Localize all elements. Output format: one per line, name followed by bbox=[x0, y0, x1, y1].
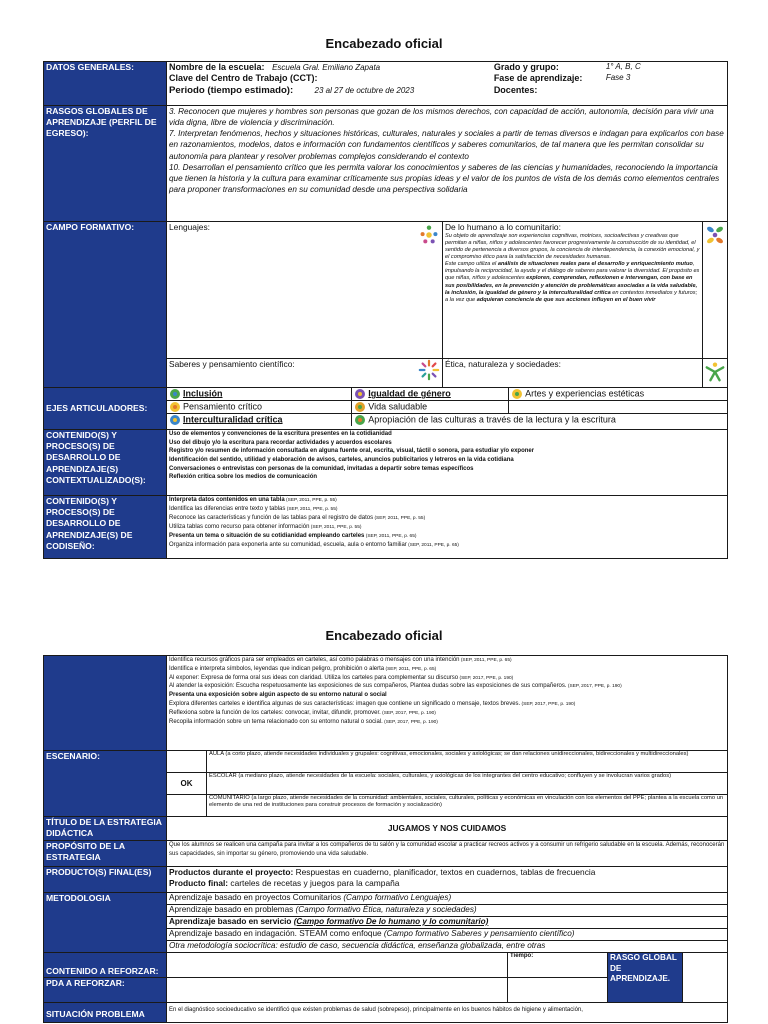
planning-table-page-1 bbox=[43, 61, 728, 559]
humano-desc-1: Su objeto de aprendizaje son experiencias cognitivas, motrices, socioafectivas y creativas que permitan a niñas, niños y adolescentes favorecer progresivamente la construcción de su identidad, el sentido de pertenencia a diversos grupos, la conciencia de interdependencia, la conexión emocional, y el compromiso ético para la satisfacción de necesidades humanas. bbox=[445, 232, 700, 260]
grade-group-label: Grado y grupo: bbox=[493, 62, 559, 72]
escenario-escolar: ESCOLAR (a mediano plazo, atiende necesidades de la escuela: sociales, culturales, y axiológicas de los integrantes del centro educativo; confluyen y se involucran varios grados) bbox=[207, 773, 728, 795]
contenido-contextualizado-label: CONTENIDO(S) Y PROCESO(S) DE DESARROLLO DE APRENDIZAJE(S) CONTEXTUALIZADO(S): bbox=[44, 430, 167, 496]
list-item: Recopila información sobre un tema relacionado con su entorno natural o social. (SEP, 2017, PPE, p. 190) bbox=[169, 718, 438, 725]
list-item: Uso de elementos y convenciones de la escritura presentes en la cotidianidad bbox=[169, 431, 392, 437]
comunitario-check-cell[interactable] bbox=[167, 795, 207, 817]
eje-intercultural: Interculturalidad crítica bbox=[183, 414, 283, 425]
head-icon bbox=[169, 388, 181, 400]
list-item: Reflexión crítica sobre los medios de comunicación bbox=[169, 474, 318, 481]
humano-comunitario-cell bbox=[443, 222, 703, 359]
saberes-label: Saberes y pensamiento científico: bbox=[169, 359, 295, 369]
contenido-reforzar-label: CONTENIDO A REFORZAR: bbox=[44, 953, 167, 978]
aula-check-cell[interactable] bbox=[167, 751, 207, 773]
period-label: Periodo (tiempo estimado): bbox=[169, 84, 294, 96]
gender-icon bbox=[354, 388, 366, 400]
tiempo-label: Tiempo: bbox=[508, 953, 608, 978]
list-item: Interpreta datos contenidos en una tabla (SEP, 2011, PPE, p. 55) bbox=[169, 497, 337, 503]
period-value: 23 al 27 de octubre de 2023 bbox=[314, 85, 415, 95]
ejes-label: EJES ARTICULADORES: bbox=[44, 388, 167, 430]
escolar-check-ok[interactable]: OK bbox=[167, 773, 207, 795]
metodologia-row-1: Aprendizaje basado en proyectos Comunitarios (Campo formativo Lenguajes) bbox=[167, 893, 728, 905]
rasgos-label: RASGOS GLOBALES DE APRENDIZAJE (PERFIL DE EGRESO): bbox=[44, 106, 167, 222]
list-item: Identifica e interpreta símbolos, leyendas que indican peligro, prohibición o alerta (SEP, 2011, PPE, p. 65) bbox=[169, 665, 437, 672]
continued-content-list bbox=[167, 656, 728, 751]
titulo-value: JUGAMOS Y NOS CUIDAMOS bbox=[167, 817, 728, 841]
list-item: Identifica las diferencias entre texto y tablas (SEP, 2011, PPE, p. 55) bbox=[169, 506, 338, 512]
metodologia-row-2: Aprendizaje basado en problemas (Campo formativo Ética, naturaleza y sociedades) bbox=[167, 905, 728, 917]
learning-phase-label: Fase de aprendizaje: bbox=[493, 73, 583, 84]
humano-label: De lo humano a lo comunitario: bbox=[445, 222, 561, 232]
eje-pensamiento: Pensamiento crítico bbox=[183, 401, 263, 412]
rasgos-text: 3. Reconocen que mujeres y hombres son personas que gozan de los mismos derechos, con capacidad de acción, autonomía, decisión para vivir una vida digna, libre de violencia y discriminación. 7. Interpretan fenómenos, hechos y situaciones históricas, culturales, naturales y sociales a partir de temas diversos e indagan para explicarlos con base en razonamientos, modelos, datos e información con fundamentos científicos y saberes comunitarios, de tal manera que les permitan consolidar su autonomía para plantear y resolver problemas complejos considerando el contexto 10. Desarrollan el pensamiento crítico que les permita valorar los conocimientos y saberes de las ciencias y humanidades, reconociendo la importancia que tienen la historia y la cultura para examinar críticamente sus propias ideas y el valor de los puntos de vista de los demás como elementos centrales para proponer transformaciones en su comunidad desde una perspectiva solidaria bbox=[167, 106, 728, 222]
rasgo-global-label: RASGO GLOBAL DE APRENDIZAJE. bbox=[608, 953, 683, 1003]
escenario-label: ESCENARIO: bbox=[44, 751, 167, 817]
eje-artes: Artes y experiencias estéticas bbox=[525, 388, 645, 399]
eje-igualdad: Igualdad de género bbox=[368, 388, 451, 399]
metodologia-row-4: Aprendizaje basado en indagación. STEAM como enfoque (Campo formativo Saberes y pensamiento científico) bbox=[167, 929, 728, 941]
situacion-text: En el diagnóstico socioeducativo se identificó que existen problemas de salud (sobrepeso), principalmente en los buenos hábitos de higiene y alimentación, bbox=[167, 1003, 728, 1023]
situacion-label: SITUACIÓN PROBLEMA bbox=[44, 1003, 167, 1023]
saberes-cell bbox=[167, 359, 443, 388]
datos-generales-label: DATOS GENERALES: bbox=[44, 62, 167, 106]
metodologia-row-3: Aprendizaje basado en servicio (Campo formativo De lo humano y lo comunitario) bbox=[167, 917, 728, 929]
school-name-label: Nombre de la escuela: bbox=[169, 62, 265, 72]
eje-inclusion: Inclusión bbox=[183, 388, 223, 399]
list-item: Registro y/o resumen de información consultada en alguna fuente oral, escrita, visual, táctil o sonora, para estudiar y/o exponer bbox=[169, 448, 535, 455]
lenguajes-label: Lenguajes: bbox=[169, 222, 210, 232]
apple-icon bbox=[354, 401, 366, 413]
codiseno-list bbox=[167, 496, 728, 559]
teachers-label: Docentes: bbox=[493, 84, 538, 95]
book-icon bbox=[354, 414, 366, 426]
list-item: Uso del dibujo y/o la escritura para recordar actividades y acuerdos escolares bbox=[169, 439, 392, 446]
list-item: Reflexiona sobre la función de los carteles: convocar, invitar, difundir, promover. (SEP, 2017, PPE, p. 190) bbox=[169, 709, 436, 716]
list-item: Al atender la exposición: Escucha respetuosamente las exposiciones de sus compañeros, Plantea dudas sobre las exposiciones de sus compañeros. (SEP, 2017, PPE, p. 190) bbox=[169, 683, 622, 690]
page-2-header: Encabezado oficial bbox=[325, 628, 443, 643]
list-item: Presenta un tema o situación de su cotidianidad empleando carteles (SEP, 2011, PPE, p. 65) bbox=[169, 533, 417, 539]
escenario-aula: AULA (a corto plazo, atiende necesidades individuales y grupales: cognitivas, emocionales, sociales y axiológicas; se dan relaciones unidireccionales, bidireccionales y multidireccionales) bbox=[207, 751, 728, 773]
escenario-comunitario: COMUNITARIO (a largo plazo, atiende necesidades de la comunidad: ambientales, sociales, culturales, políticas y económicas en vinculación con los elementos del PPE; plantea a la escuela como un elemento de una red de instituciones para construir procesos de formación y socialización) bbox=[207, 795, 728, 817]
school-name-value: Escuela Gral. Emiliano Zapata bbox=[272, 63, 381, 72]
list-item: Reconoce las características y función de las tablas para el registro de datos (SEP, 2011, PPE, p. 55) bbox=[169, 515, 426, 521]
dancing-figure-icon bbox=[703, 359, 728, 388]
list-item: Al exponer: Expresa de forma oral sus ideas con claridad. Utiliza los carteles para complementar su discurso (SEP, 2017, PPE, p. 190) bbox=[169, 674, 514, 681]
proposito-value: Que los alumnos se realicen una campaña para invitar a los compañeros de tu salón y la comunidad escolar a practicar recreos activos y a consumir un refrigerio saludable en la escuela. Además, reconocerán sus capacidades, sin importar su género, promoviendo una vida saludable. bbox=[167, 841, 728, 867]
lightbulb-icon bbox=[169, 401, 181, 413]
etica-label: Ética, naturaleza y sociedades: bbox=[443, 359, 703, 388]
list-item: Organiza información para exponerla ante su comunidad, escuela, aula o entorno familiar (SEP, 2011, PPE, p. 65) bbox=[169, 542, 459, 548]
cct-label: Clave del Centro de Trabajo (CCT): bbox=[169, 73, 318, 84]
list-item: Conversaciones o entrevistas con personas de la comunidad, invitadas a departir sobre temas específicos bbox=[169, 465, 474, 472]
sun-icon bbox=[418, 359, 440, 381]
planning-table-page-2 bbox=[43, 655, 728, 1023]
metodologia-label: METODOLOGIA bbox=[44, 893, 167, 953]
people-icon bbox=[418, 224, 440, 246]
pda-reforzar-label: PDA A REFORZAR: bbox=[44, 978, 167, 1003]
producto-value: Productos durante el proyecto: Respuestas en cuaderno, planificador, textos en cuadernos, tablas de frecuencia Producto final: carteles de recetas y juegos para la campaña bbox=[167, 867, 728, 893]
list-item: Identifica recursos gráficos para ser empleados en carteles, así como palabras o mensajes con una intención (SEP, 2011, PPE, p. 65) bbox=[169, 657, 512, 663]
list-item: Explora diferentes carteles e identifica algunas de sus características: imagen que contiene un significado o mensaje, textos breves. (SEP, 2017, PPE, p. 190) bbox=[169, 700, 576, 707]
list-item: Identificación del sentido, utilidad y elaboración de avisos, carteles, anuncios publicitarios y letreros en la vida cotidiana bbox=[169, 457, 514, 464]
palette-icon bbox=[511, 388, 523, 400]
titulo-label: TÍTULO DE LA ESTRATEGIA DIDÁCTICA bbox=[44, 817, 167, 841]
eje-vida: Vida saludable bbox=[368, 401, 428, 412]
proposito-label: PROPÓSITO DE LA ESTRATEGIA bbox=[44, 841, 167, 867]
spiral-flower-icon bbox=[703, 222, 728, 359]
contenido-list bbox=[167, 430, 728, 496]
contenido-codiseno-label: CONTENIDO(S) Y PROCESO(S) DE DESARROLLO DE APRENDIZAJE(S) DE CODISEÑO: bbox=[44, 496, 167, 559]
producto-label: PRODUCTO(S) FINAL(ES) bbox=[44, 867, 167, 893]
grade-group-value: 1° A, B, C bbox=[605, 62, 641, 71]
page-1-header: Encabezado oficial bbox=[325, 36, 443, 51]
eje-apropiacion: Apropiación de las culturas a través de la lectura y la escritura bbox=[368, 414, 616, 425]
learning-phase-value: Fase 3 bbox=[605, 73, 631, 83]
lenguajes-cell bbox=[167, 222, 443, 359]
list-item: Presenta una exposición sobre algún aspecto de su entorno natural o social bbox=[169, 692, 387, 699]
humano-desc-2: Este campo utiliza el análisis de situaciones reales para el desarrollo y enriquecimiento mutuo, impulsando la reciprocidad, la ayuda y el diálogo de saberes para valorar la diversidad. El propósito es que niñas, niños y adolescentes exploren, comprendan, reflexionen e intervengan, con base en sus posibilidades, en la prevención y atención de problemáticas asociadas a la vida saludable, la inclusión, la igualdad de género y la interculturalidad crítica en contextos inmediatos y futuros; a la vez que adquieran conciencia de que sus acciones influyen en el buen vivir bbox=[445, 261, 700, 303]
list-item: Utiliza tablas como recurso para obtener información (SEP, 2011, PPE, p. 55) bbox=[169, 524, 362, 530]
handshake-icon bbox=[169, 414, 181, 426]
campo-formativo-label: CAMPO FORMATIVO: bbox=[44, 222, 167, 388]
metodologia-row-5: Otra metodología sociocrítica: estudio de caso, secuencia didáctica, enseñanza globalizada, entre otras bbox=[167, 941, 728, 953]
